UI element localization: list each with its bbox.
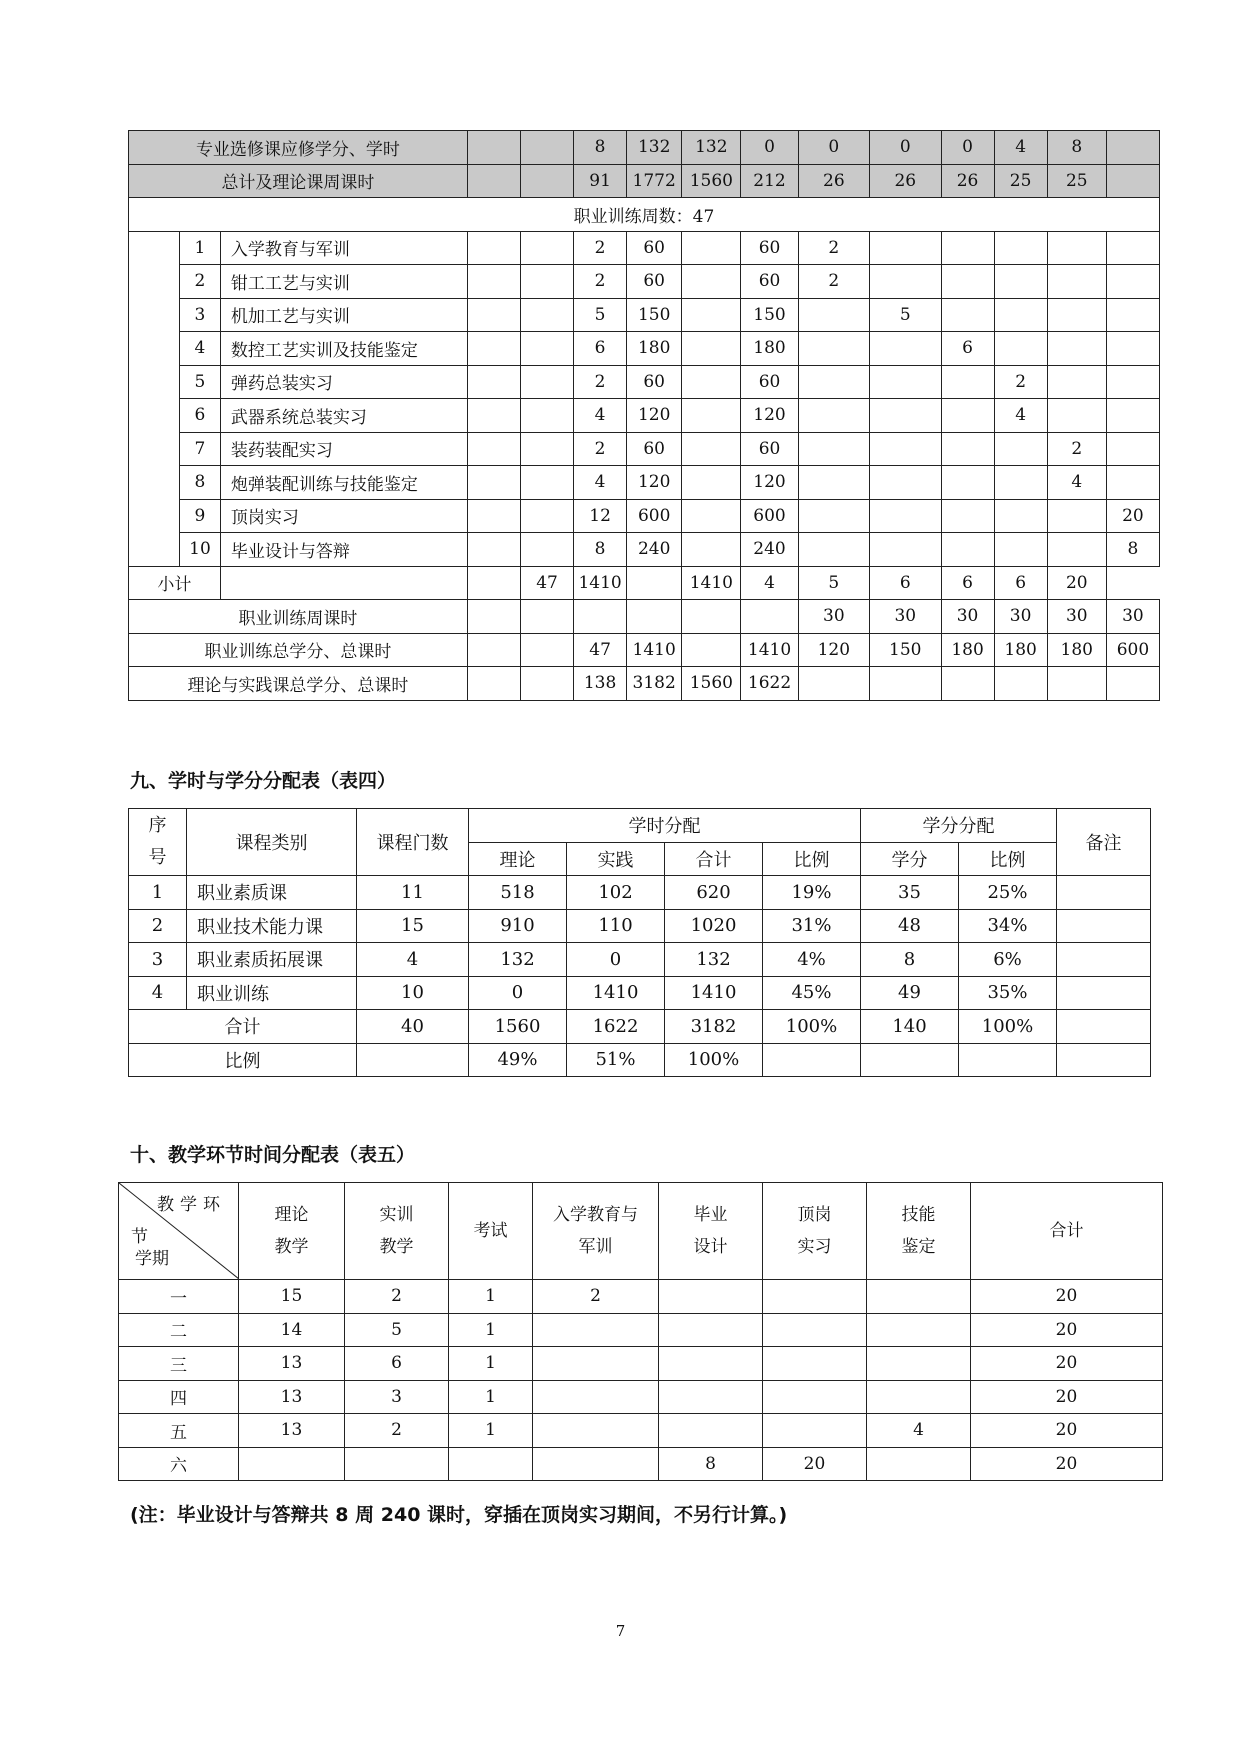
category-row: 3 职业素质拓展课 4 132 0 132 4% 8 6% [129, 943, 1151, 977]
weekly-hours-row: 职业训练周课时 30 30 30 30 30 30 [129, 600, 1160, 634]
training-item-row: 5 弹药总装实习 2 60 60 2 [129, 365, 1160, 399]
section10-title: 十、教学环节时间分配表（表五） [130, 1144, 416, 1166]
category-name: 职业训练 [187, 976, 357, 1010]
training-item-row: 2 钳工工艺与实训 2 60 60 2 [129, 265, 1160, 299]
term-label: 五 [119, 1414, 239, 1448]
training-item-row: 4 数控工艺实训及技能鉴定 6 180 180 6 [129, 332, 1160, 366]
row-label: 专业选修课应修学分、学时 [129, 131, 468, 165]
training-item-row: 7 装药装配实习 2 60 60 2 [129, 432, 1160, 466]
row-label: 职业训练总学分、总课时 [129, 633, 468, 667]
training-item-row: 3 机加工艺与实训 5 150 150 5 [129, 298, 1160, 332]
category-name: 职业素质课 [187, 876, 357, 910]
term-label: 六 [119, 1447, 239, 1481]
training-item-row: 1 入学教育与军训 2 60 60 2 [129, 231, 1160, 265]
total-row: 总计及理论课周课时 91 1772 1560 212 26 26 26 25 25 [129, 164, 1160, 198]
header-row: 教学环 节 学期 理论 教学 实训 教学 考试 入学教育与 军训 毕业 设计 顶岗 实习 技能 鉴定 合计 [119, 1183, 1163, 1280]
total-row: 合计 40 1560 1622 3182 100% 140 100% [129, 1010, 1151, 1044]
course-name: 炮弹装配训练与技能鉴定 [220, 466, 467, 500]
term-label: 二 [119, 1313, 239, 1347]
training-items [129, 231, 1160, 566]
header-credits: 学分分配 [861, 809, 1057, 843]
category-name: 职业技术能力课 [187, 909, 357, 943]
course-name: 入学教育与军训 [220, 231, 467, 265]
term-row: 二 14 5 1 20 [119, 1313, 1163, 1347]
term-label: 一 [119, 1280, 239, 1314]
header-count: 课程门数 [357, 809, 469, 876]
weeks-label: 职业训练周数：47 [129, 198, 1160, 232]
term-row: 三 13 6 1 20 [119, 1347, 1163, 1381]
training-item-row: 10 毕业设计与答辩 8 240 240 8 [129, 533, 1160, 567]
course-name: 毕业设计与答辩 [220, 533, 467, 567]
training-total-row: 职业训练总学分、总课时 47 1410 1410 120 150 180 180 180 600 [129, 633, 1160, 667]
header-remark: 备注 [1057, 809, 1151, 876]
training-item-row: 6 武器系统总装实习 4 120 120 4 [129, 399, 1160, 433]
term-row: 四 13 3 1 20 [119, 1380, 1163, 1414]
term-label: 四 [119, 1380, 239, 1414]
term-row: 六 8 20 20 [119, 1447, 1163, 1481]
row-label: 总计及理论课周课时 [129, 164, 468, 198]
category-row: 2 职业技术能力课 15 910 110 1020 31% 48 34% [129, 909, 1151, 943]
footnote: (注：毕业设计与答辩共 8 周 240 课时，穿插在顶岗实习期间，不另行计算。) [130, 1504, 788, 1526]
course-name: 机加工艺与实训 [220, 298, 467, 332]
term-row: 一 15 2 1 2 20 [119, 1280, 1163, 1314]
elective-row: 专业选修课应修学分、学时 8 132 132 0 0 0 0 4 8 [129, 131, 1160, 165]
category-name: 职业素质拓展课 [187, 943, 357, 977]
course-name: 钳工工艺与实训 [220, 265, 467, 299]
page-number: 7 [615, 1622, 626, 1640]
course-name: 弹药总装实习 [220, 365, 467, 399]
course-name: 顶岗实习 [220, 499, 467, 533]
row-label: 职业训练周课时 [129, 600, 468, 634]
term-row: 五 13 2 1 4 20 [119, 1414, 1163, 1448]
ratio-row: 比例 49% 51% 100% [129, 1043, 1151, 1077]
term-label: 三 [119, 1347, 239, 1381]
header-no: 序 号 [129, 809, 187, 876]
category-row: 1 职业素质课 11 518 102 620 19% 35 25% [129, 876, 1151, 910]
weeks-row [129, 198, 1160, 232]
term-rows [119, 1280, 1163, 1481]
course-name: 武器系统总装实习 [220, 399, 467, 433]
row-label: 理论与实践课总学分、总课时 [129, 667, 468, 701]
diagonal-header-cell: 教学环 节 学期 [119, 1183, 239, 1280]
teaching-time-table [118, 1182, 1163, 1481]
course-plan-table [128, 130, 1160, 701]
course-name: 装药装配实习 [220, 432, 467, 466]
training-item-row: 8 炮弹装配训练与技能鉴定 4 120 120 4 [129, 466, 1160, 500]
hours-credits-table [128, 808, 1151, 1077]
section9-title: 九、学时与学分分配表（表四） [130, 770, 397, 792]
header-category: 课程类别 [187, 809, 357, 876]
category-row: 4 职业训练 10 0 1410 1410 45% 49 35% [129, 976, 1151, 1010]
header-row [129, 809, 1151, 843]
row-label: 小计 [129, 566, 221, 600]
category-rows [129, 876, 1151, 1010]
header-hours: 学时分配 [469, 809, 861, 843]
training-item-row: 9 顶岗实习 12 600 600 20 [129, 499, 1160, 533]
subheader-row: 理论 实践 合计 比例 学分 比例 [129, 842, 1151, 876]
course-name: 数控工艺实训及技能鉴定 [220, 332, 467, 366]
subtotal-row: 小计 47 1410 1410 4 5 6 6 6 20 [129, 566, 1160, 600]
grand-total-row: 理论与实践课总学分、总课时 138 3182 1560 1622 [129, 667, 1160, 701]
